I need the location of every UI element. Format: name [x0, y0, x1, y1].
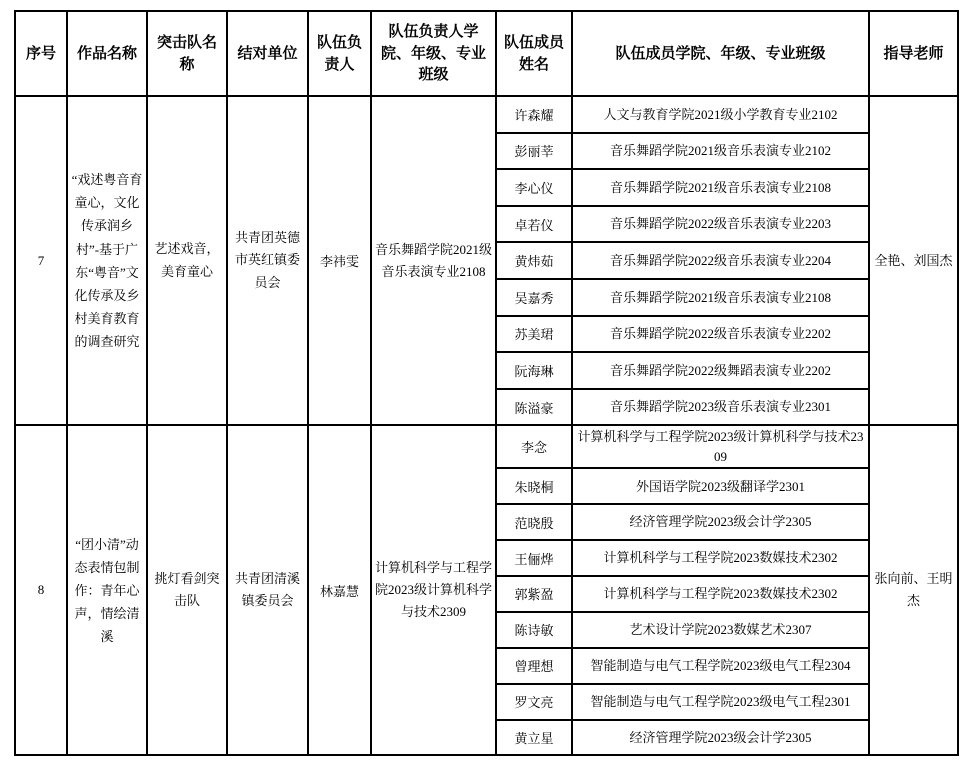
member-name-cell: 阮海琳: [496, 352, 572, 389]
member-class-cell: 智能制造与电气工程学院2023级电气工程2304: [572, 648, 869, 684]
seq-cell: 8: [15, 425, 67, 755]
member-name-cell: 王俪烨: [496, 540, 572, 576]
member-class-cell: 经济管理学院2023级会计学2305: [572, 720, 869, 756]
header-member-class: 队伍成员学院、年级、专业班级: [572, 11, 869, 96]
seq-cell: 7: [15, 96, 67, 425]
header-leader: 队伍负责人: [308, 11, 371, 96]
member-name-cell: 范晓殷: [496, 504, 572, 540]
member-name-cell: 曾理想: [496, 648, 572, 684]
member-class-cell: 音乐舞蹈学院2022级音乐表演专业2203: [572, 206, 869, 243]
member-class-cell: 音乐舞蹈学院2022级音乐表演专业2202: [572, 316, 869, 353]
member-name-cell: 卓若仪: [496, 206, 572, 243]
member-name-cell: 朱晓桐: [496, 468, 572, 504]
member-name-cell: 彭丽莘: [496, 133, 572, 170]
member-name-cell: 陈溢豪: [496, 389, 572, 426]
member-class-cell: 经济管理学院2023级会计学2305: [572, 504, 869, 540]
header-member-name: 队伍成员姓名: [496, 11, 572, 96]
member-name-cell: 李心仪: [496, 169, 572, 206]
leader-class-cell: 音乐舞蹈学院2021级音乐表演专业2108: [371, 96, 496, 425]
member-name-cell: 黄炜茹: [496, 242, 572, 279]
header-paired-unit: 结对单位: [227, 11, 308, 96]
member-class-cell: 音乐舞蹈学院2022级音乐表演专业2204: [572, 242, 869, 279]
member-name-cell: 郭紫盈: [496, 576, 572, 612]
member-class-cell: 人文与教育学院2021级小学教育专业2102: [572, 96, 869, 133]
member-class-cell: 艺术设计学院2023数媒艺术2307: [572, 612, 869, 648]
member-row: [15, 96, 958, 133]
leader-cell: 林嘉慧: [308, 425, 371, 755]
member-class-cell: 计算机科学与工程学院2023数媒技术2302: [572, 576, 869, 612]
advisor-cell: 全艳、刘国杰: [869, 96, 958, 425]
header-advisor: 指导老师: [869, 11, 958, 96]
roster-table: [14, 10, 959, 756]
leader-class-cell: 计算机科学与工程学院2023级计算机科学与技术2309: [371, 425, 496, 755]
member-name-cell: 李念: [496, 425, 572, 468]
leader-cell: 李祎雯: [308, 96, 371, 425]
team-name-cell: 艺述戏音，美育童心: [147, 96, 227, 425]
member-class-cell: 外国语学院2023级翻译学2301: [572, 468, 869, 504]
member-class-cell: 计算机科学与工程学院2023级计算机科学与技术2309: [572, 425, 869, 468]
header-seq: 序号: [15, 11, 67, 96]
member-class-cell: 音乐舞蹈学院2021级音乐表演专业2108: [572, 169, 869, 206]
member-name-cell: 吴嘉秀: [496, 279, 572, 316]
member-name-cell: 许森耀: [496, 96, 572, 133]
paired-unit-cell: 共青团英德市英红镇委员会: [227, 96, 308, 425]
paired-unit-cell: 共青团清溪镇委员会: [227, 425, 308, 755]
member-class-cell: 音乐舞蹈学院2022级舞蹈表演专业2202: [572, 352, 869, 389]
member-class-cell: 计算机科学与工程学院2023数媒技术2302: [572, 540, 869, 576]
member-class-cell: 音乐舞蹈学院2021级音乐表演专业2108: [572, 279, 869, 316]
member-name-cell: 罗文亮: [496, 684, 572, 720]
team-name-cell: 挑灯看剑突击队: [147, 425, 227, 755]
document-sheet: [14, 10, 959, 756]
member-row: [15, 425, 958, 468]
advisor-cell: 张向前、王明杰: [869, 425, 958, 755]
member-class-cell: 智能制造与电气工程学院2023级电气工程2301: [572, 684, 869, 720]
header-row: [15, 11, 958, 96]
work-name-cell: “戏述粤音育童心，文化传承润乡村”-基于广东“粤音”文化传承及乡村美育教育的调查研究: [67, 96, 147, 425]
header-leader-class: 队伍负责人学院、年级、专业班级: [371, 11, 496, 96]
work-name-cell: “团小清”动态表情包制作：青年心声，情绘清溪: [67, 425, 147, 755]
member-class-cell: 音乐舞蹈学院2023级音乐表演专业2301: [572, 389, 869, 426]
member-name-cell: 苏美珺: [496, 316, 572, 353]
member-name-cell: 陈诗敏: [496, 612, 572, 648]
member-name-cell: 黄立星: [496, 720, 572, 756]
header-team-name: 突击队名称: [147, 11, 227, 96]
member-class-cell: 音乐舞蹈学院2021级音乐表演专业2102: [572, 133, 869, 170]
header-work-name: 作品名称: [67, 11, 147, 96]
